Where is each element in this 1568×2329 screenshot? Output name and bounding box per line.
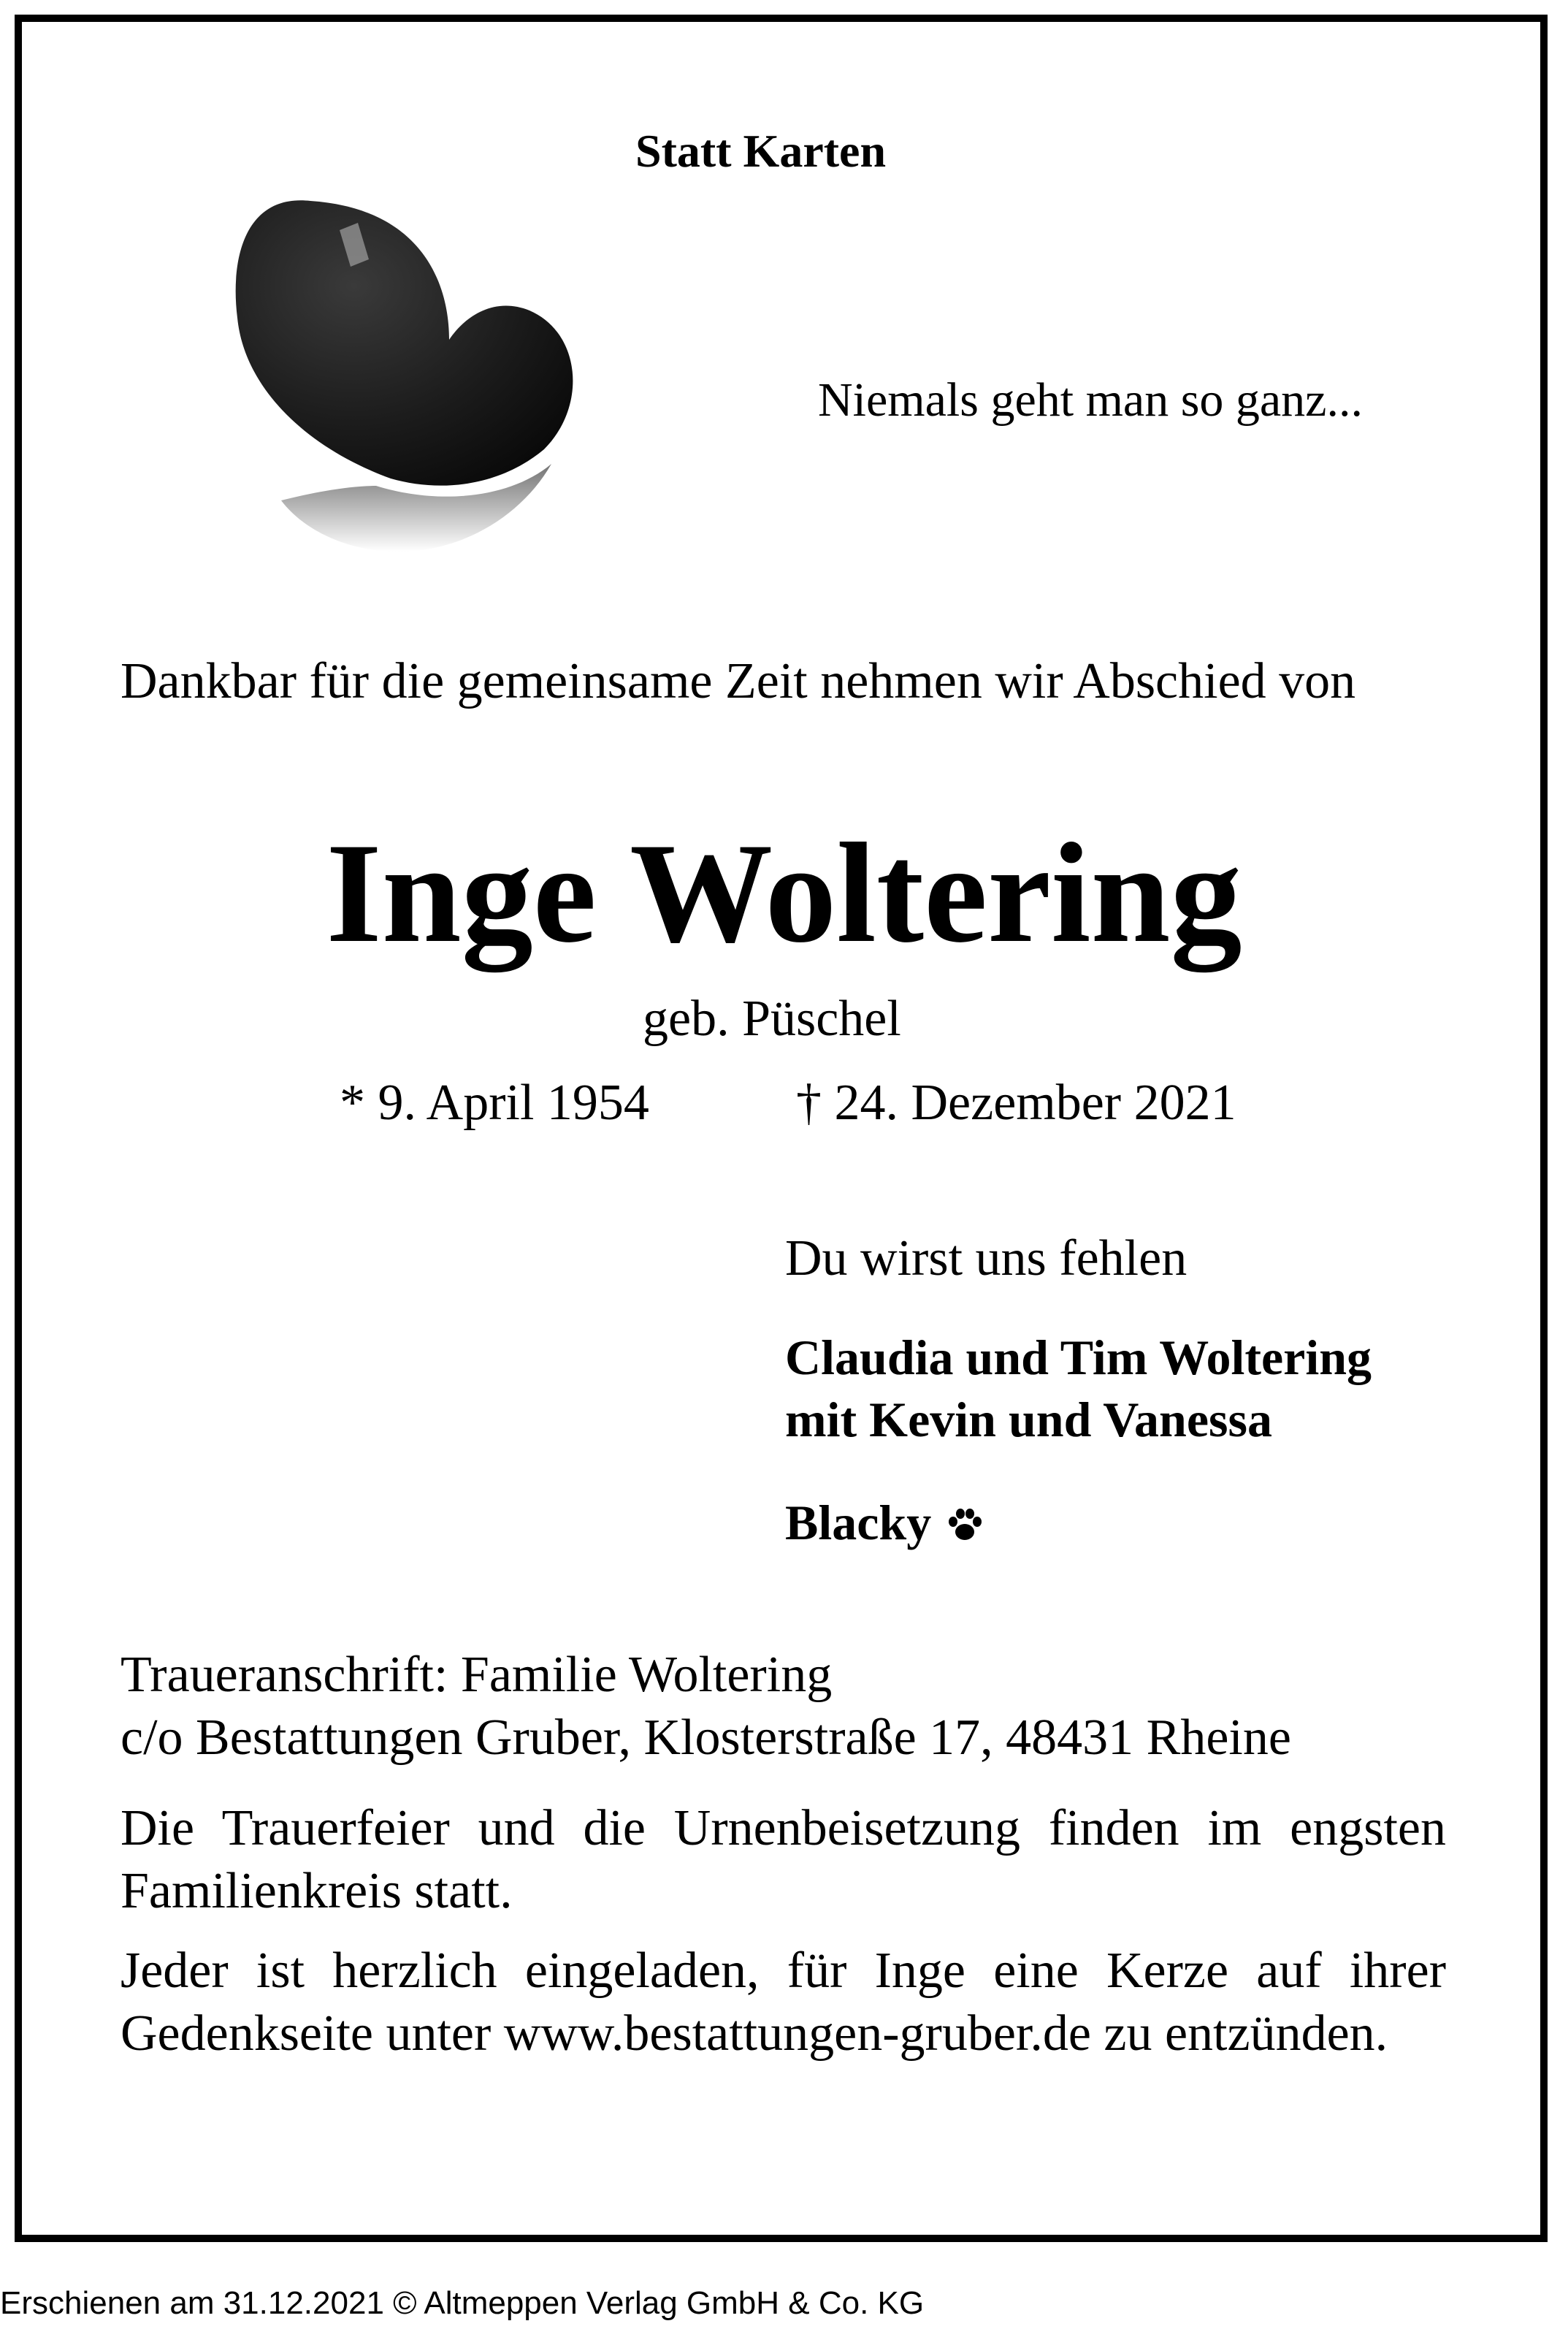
publication-footer: Erschienen am 31.12.2021 © Altmeppen Verlag GmbH & Co. KG [0,2285,925,2321]
address-line-1: Traueranschrift: Familie Woltering [121,1647,833,1703]
birth-date: * 9. April 1954 [340,1075,649,1131]
deceased-name: Inge Woltering [326,814,1242,972]
heart-icon [201,172,595,603]
pet-line [785,1494,985,1552]
death-date: † 24. Dezember 2021 [796,1075,1236,1131]
closing-line: Du wirst uns fehlen [785,1230,1188,1287]
notice-header: Statt Karten [635,125,887,177]
mourners-line-2: mit Kevin und Vanessa [785,1392,1272,1447]
address-line-2: c/o Bestattungen Gruber, Klosterstraße 17, 48431 Rheine [121,1709,1291,1766]
paw-icon [944,1500,985,1541]
mourners-line-1: Claudia und Tim Woltering [785,1330,1372,1385]
intro-text: Dankbar für die gemeinsame Zeit nehmen wir Abschied von [121,653,1356,709]
ceremony-note: Die Trauerfeier und die Urnenbeisetzung finden im engsten Familienkreis statt. [121,1800,1446,1919]
motto: Niemals geht man so ganz... [818,373,1363,427]
candle-note: Jeder ist herzlich eingeladen, für Inge eine Kerze auf ihrer Gedenkseite unter www.bestattungen-gruber.de zu entzünden. [121,1943,1446,2062]
born-name: geb. Püschel [643,991,901,1047]
pet-name: Blacky [785,1495,932,1550]
